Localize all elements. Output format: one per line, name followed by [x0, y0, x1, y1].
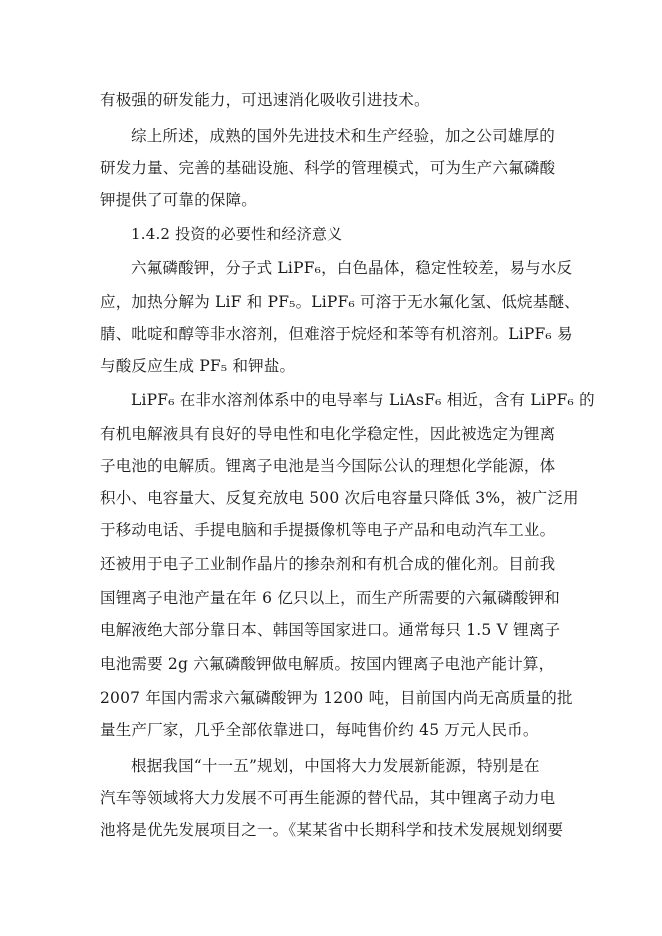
text-line: 子电池的电解质。锂离子电池是当今国际公认的理想化学能源，体 — [100, 457, 556, 475]
text-line: 于移动电话、手提电脑和手提摄像机等电子产品和电动汽车工业。 — [100, 521, 556, 539]
section-heading: 1.4.2 投资的必要性和经济意义 — [131, 225, 343, 243]
text-line: 综上所述，成熟的国外先进技术和生产经验，加之公司雄厚的 — [131, 127, 555, 145]
text-line: 有极强的研发能力，可迅速消化吸收引进技术。 — [100, 91, 430, 109]
text-line: 根据我国“十一五”规划，中国将大力发展新能源，特别是在 — [131, 757, 540, 775]
text-line: 研发力量、完善的基础设施、科学的管理模式，可为生产六氟磷酸 — [100, 159, 556, 177]
text-line: 腈、吡啶和醇等非水溶剂，但难溶于烷烃和苯等有机溶剂。LiPF₆ 易 — [100, 325, 573, 343]
text-line: 还被用于电子工业制作晶片的掺杂剂和有机合成的催化剂。目前我 — [100, 555, 556, 573]
text-line: 应，加热分解为 LiF 和 PF₅。LiPF₆ 可溶于无水氟化氢、低烷基醚、 — [100, 293, 580, 311]
text-line: 电解液绝大部分靠日本、韩国等国家进口。通常每只 1.5 V 锂离子 — [100, 621, 561, 639]
text-line: 池将是优先发展项目之一。《某某省中长期科学和技术发展规划纲要 — [100, 821, 564, 839]
text-line: 钾提供了可靠的保障。 — [100, 191, 258, 209]
text-line: 量生产厂家，几乎全部依靠进口，每吨售价约 45 万元人民币。 — [100, 721, 539, 739]
text-line: 2007 年国内需求六氟磷酸钾为 1200 吨，目前国内尚无高质量的批 — [100, 689, 573, 707]
text-line: 有机电解液具有良好的导电性和电化学稳定性，因此被选定为锂离 — [100, 425, 556, 443]
text-line: 汽车等领域将大力发展不可再生能源的替代品，其中锂离子动力电 — [100, 789, 556, 807]
text-line: 积小、电容量大、反复充放电 500 次后电容量只降低 3%，被广泛用 — [100, 489, 579, 507]
text-line: 与酸反应生成 PF₅ 和钾盐。 — [100, 357, 296, 375]
text-line: 国锂离子电池产量在年 6 亿只以上，而生产所需要的六氟磷酸钾和 — [100, 589, 560, 607]
text-line: 电池需要 2g 六氟磷酸钾做电解质。按国内锂离子电池产能计算， — [100, 655, 555, 673]
text-line: 六氟磷酸钾，分子式 LiPF₆，白色晶体，稳定性较差，易与水反 — [131, 259, 573, 277]
text-line: LiPF₆ 在非水溶剂体系中的电导率与 LiAsF₆ 相近，含有 LiPF₆ 的 — [131, 391, 595, 409]
